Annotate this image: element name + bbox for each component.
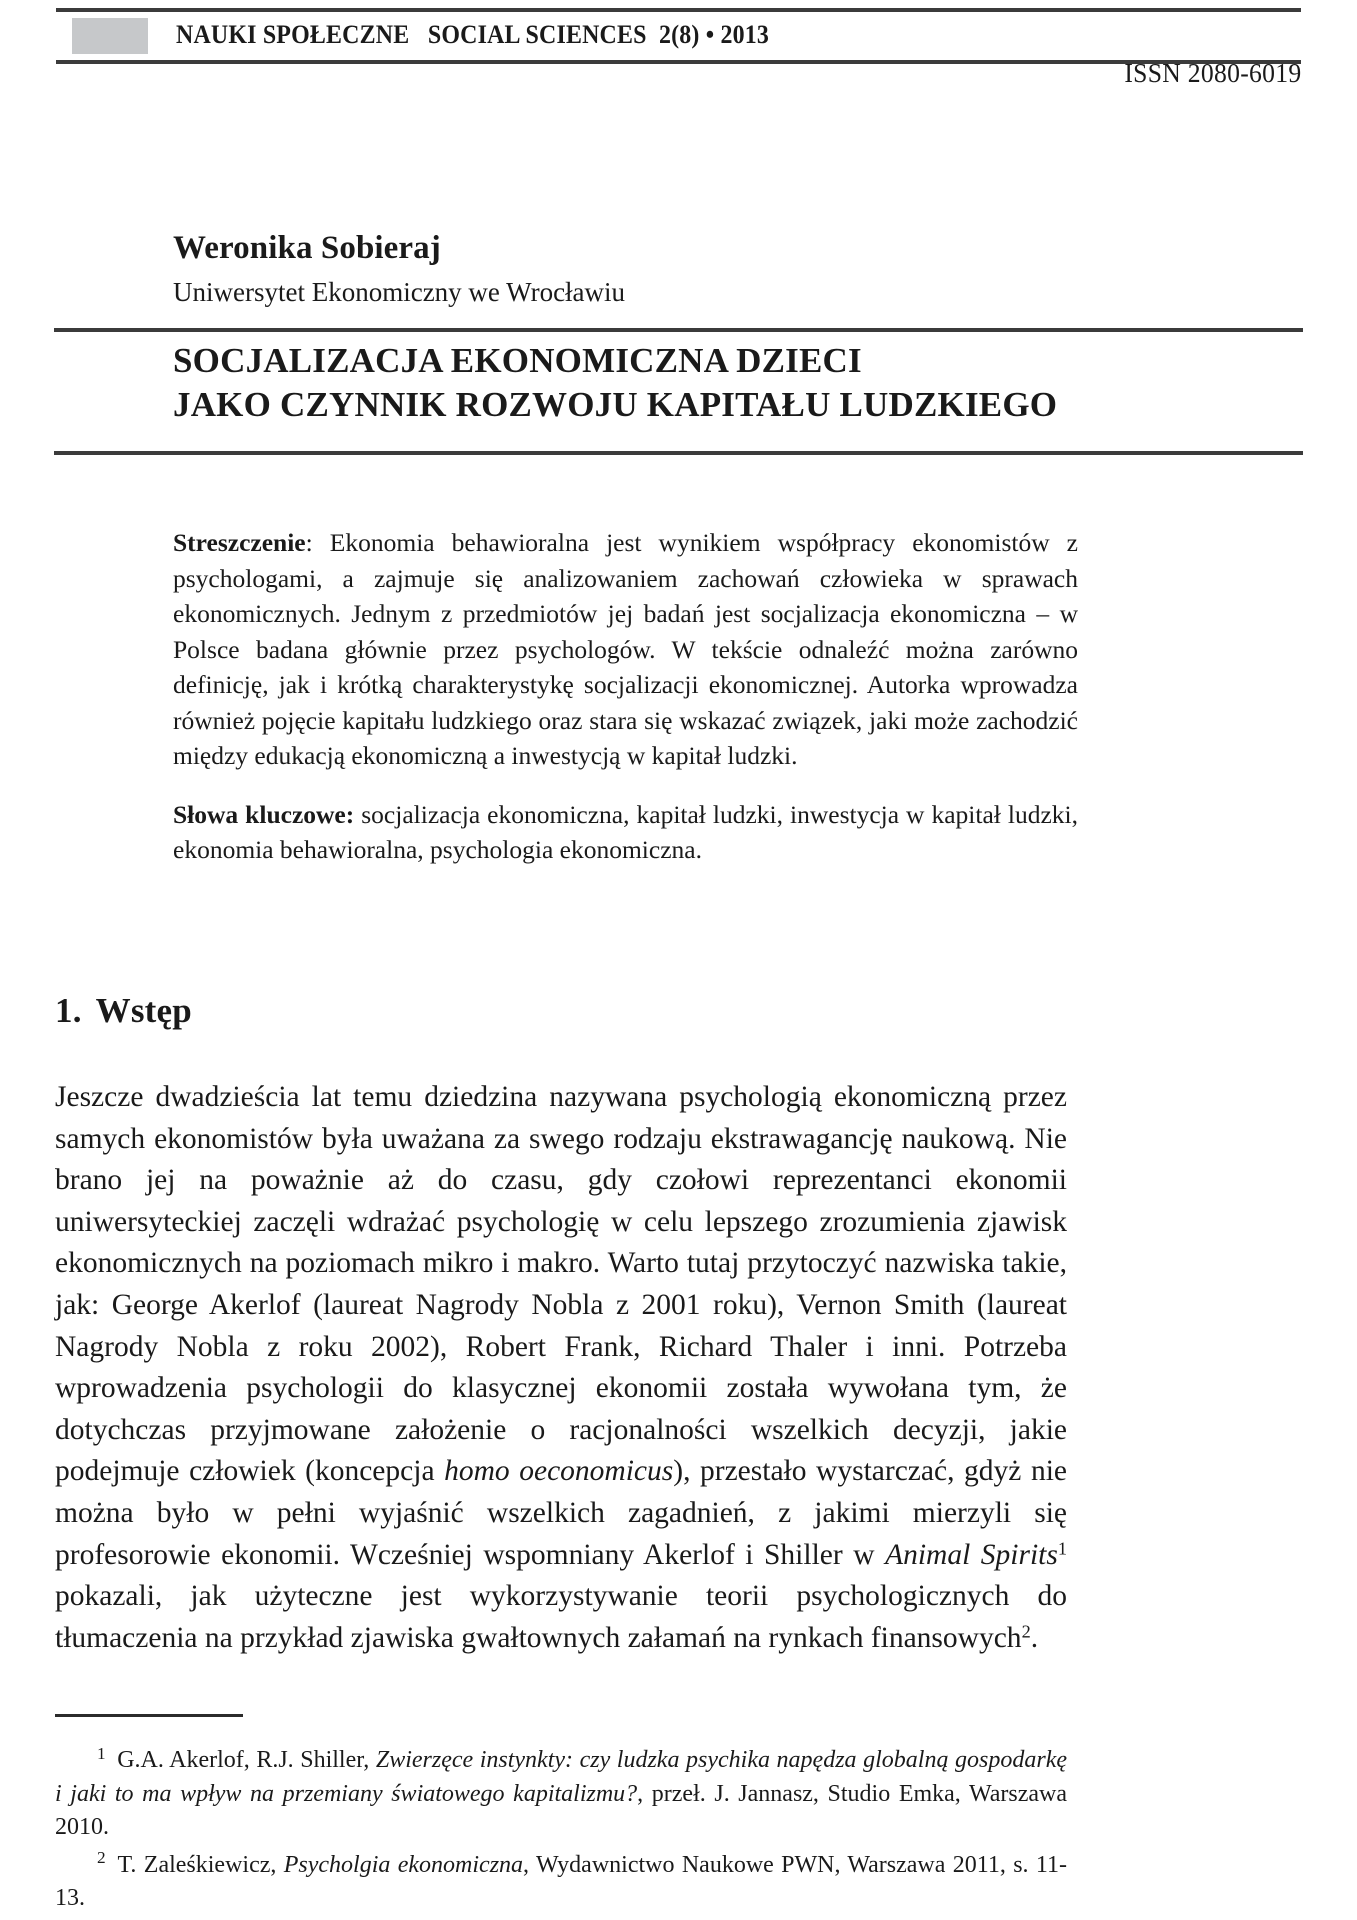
body-part-2: ), przestało wystarczać, gdyż nie można było w pełni wyjaśnić wszelkich zagadnień, z jakimi mierzyli się profesorowie ekonomii. Wcześniej wspomniany Akerlof i Shiller w	[55, 1455, 1067, 1571]
body-italic-animal-spirits: Animal Spirits	[885, 1538, 1058, 1571]
abstract-label: Streszczenie	[173, 528, 306, 557]
footnote-item	[55, 1849, 1067, 1916]
title-line-2: JAKO CZYNNIK ROZWOJU KAPITAŁU LUDZKIEGO	[173, 385, 1058, 424]
running-head-rule-bottom	[56, 60, 1301, 64]
author-name: Weronika Sobieraj	[173, 230, 441, 266]
footnote-1-title: Zwierzęce instynkty: czy ludzka psychika napędza globalną gospodarkę i jaki to ma wpływ na przemiany światowego kapitalizmu?	[55, 1747, 1068, 1807]
running-head	[56, 8, 1301, 64]
body-text	[55, 1077, 1067, 1659]
section-number: 1.	[55, 991, 82, 1030]
page-title	[173, 339, 1303, 427]
abstract-paragraph	[173, 525, 1078, 774]
footnote-1-post: , przeł. J. Jannasz, Studio Emka, Warszawa 2010.	[55, 1780, 1067, 1840]
body-paragraph	[55, 1077, 1067, 1659]
footnote-marker-1: 1	[97, 1743, 106, 1763]
footnote-separator-rule	[55, 1714, 243, 1717]
footnote-1-pre: G.A. Akerlof, R.J. Shiller,	[110, 1747, 376, 1773]
abstract-text: Ekonomia behawioralna jest wynikiem współpracy ekonomistów z psychologami, a zajmuje się analizowaniem zachowań człowieka w sprawach ekonomicznych. Jednym z przedmiotów jej badań jest socjalizacja ekonomiczna – w Polsce badana głównie przez psychologów. W tekście odnaleźć można zarówno definicję, jak i krótką charakterystykę socjalizacji ekonomicznej. Autorka wprowadza również pojęcie kapitału ludzkiego oraz stara się wskazać związek, jaki może zachodzić między edukacją ekonomiczną a inwestycją w kapitał ludzki.	[173, 528, 1079, 770]
footnote-ref-1[interactable]: 1	[1057, 1538, 1068, 1559]
body-part-4: .	[1030, 1621, 1039, 1654]
keywords-paragraph	[173, 797, 1078, 868]
title-line-1: SOCJALIZACJA EKONOMICZNA DZIECI	[173, 341, 862, 380]
section-title: Wstęp	[95, 991, 192, 1030]
footnote-2-pre: T. Zaleśkiewicz,	[110, 1851, 284, 1878]
title-rule-top	[54, 328, 1303, 332]
body-italic-homo-oeconomicus: homo oeconomicus	[444, 1455, 674, 1488]
running-head-rule-top	[56, 8, 1301, 12]
abstract-label-separator: :	[305, 528, 330, 557]
footnote-item	[55, 1744, 1067, 1845]
author-block	[173, 228, 1073, 310]
footnote-2-post: , Wydawnictwo Naukowe PWN, Warszawa 2011, s. 11-13.	[55, 1851, 1068, 1911]
section-heading	[55, 988, 192, 1034]
body-part-3: pokazali, jak użyteczne jest wykorzystywanie teorii psychologicznych do tłumaczenia na przykład zjawiska gwałtownych załamań na rynkach finansowych	[55, 1580, 1067, 1654]
body-part-1: Jeszcze dwadzieścia lat temu dziedzina nazywana psychologią ekonomiczną przez samych ekonomistów była uważana za swego rodzaju ekstrawagancję naukową. Nie brano jej na poważnie aż do czasu, gdy czołowi reprezentanci ekonomii uniwersyteckiej zaczęli wdrażać psychologię w celu lepszego zrozumienia zjawisk ekonomicznych na poziomach mikro i makro. Warto tutaj przytoczyć nazwiska takie, jak: George Akerlof (laureat Nagrody Nobla z 2001 roku), Vernon Smith (laureat Nagrody Nobla z roku 2002), Robert Frank, Richard Thaler i inni. Potrzeba wprowadzenia psychologii do klasycznej ekonomii została wywołana tym, że dotychczas przyjmowane założenie o racjonalności wszelkich decyzji, jakie podejmuje człowiek (koncepcja	[55, 1081, 1067, 1488]
keywords-label: Słowa kluczowe:	[173, 799, 355, 829]
keywords-text: socjalizacja ekonomiczna, kapitał ludzki, inwestycja w kapitał ludzki, ekonomia behawioralna, psychologia ekonomiczna.	[173, 799, 1078, 864]
footnote-ref-2[interactable]: 2	[1021, 1621, 1031, 1642]
footnote-marker-2: 2	[97, 1848, 106, 1868]
running-head-label: NAUKI SPOŁECZNE SOCIAL SCIENCES 2(8) • 2013	[176, 20, 770, 49]
running-head-swatch	[72, 18, 148, 54]
issn-label: ISSN 2080-6019	[1123, 58, 1301, 88]
footnote-2-title: Psycholgia ekonomiczna	[283, 1851, 524, 1878]
abstract-section	[173, 525, 1078, 868]
author-affiliation: Uniwersytet Ekonomiczny we Wrocławiu	[173, 277, 626, 307]
footnotes-section	[55, 1744, 1067, 1916]
title-rule-bottom	[54, 451, 1303, 455]
